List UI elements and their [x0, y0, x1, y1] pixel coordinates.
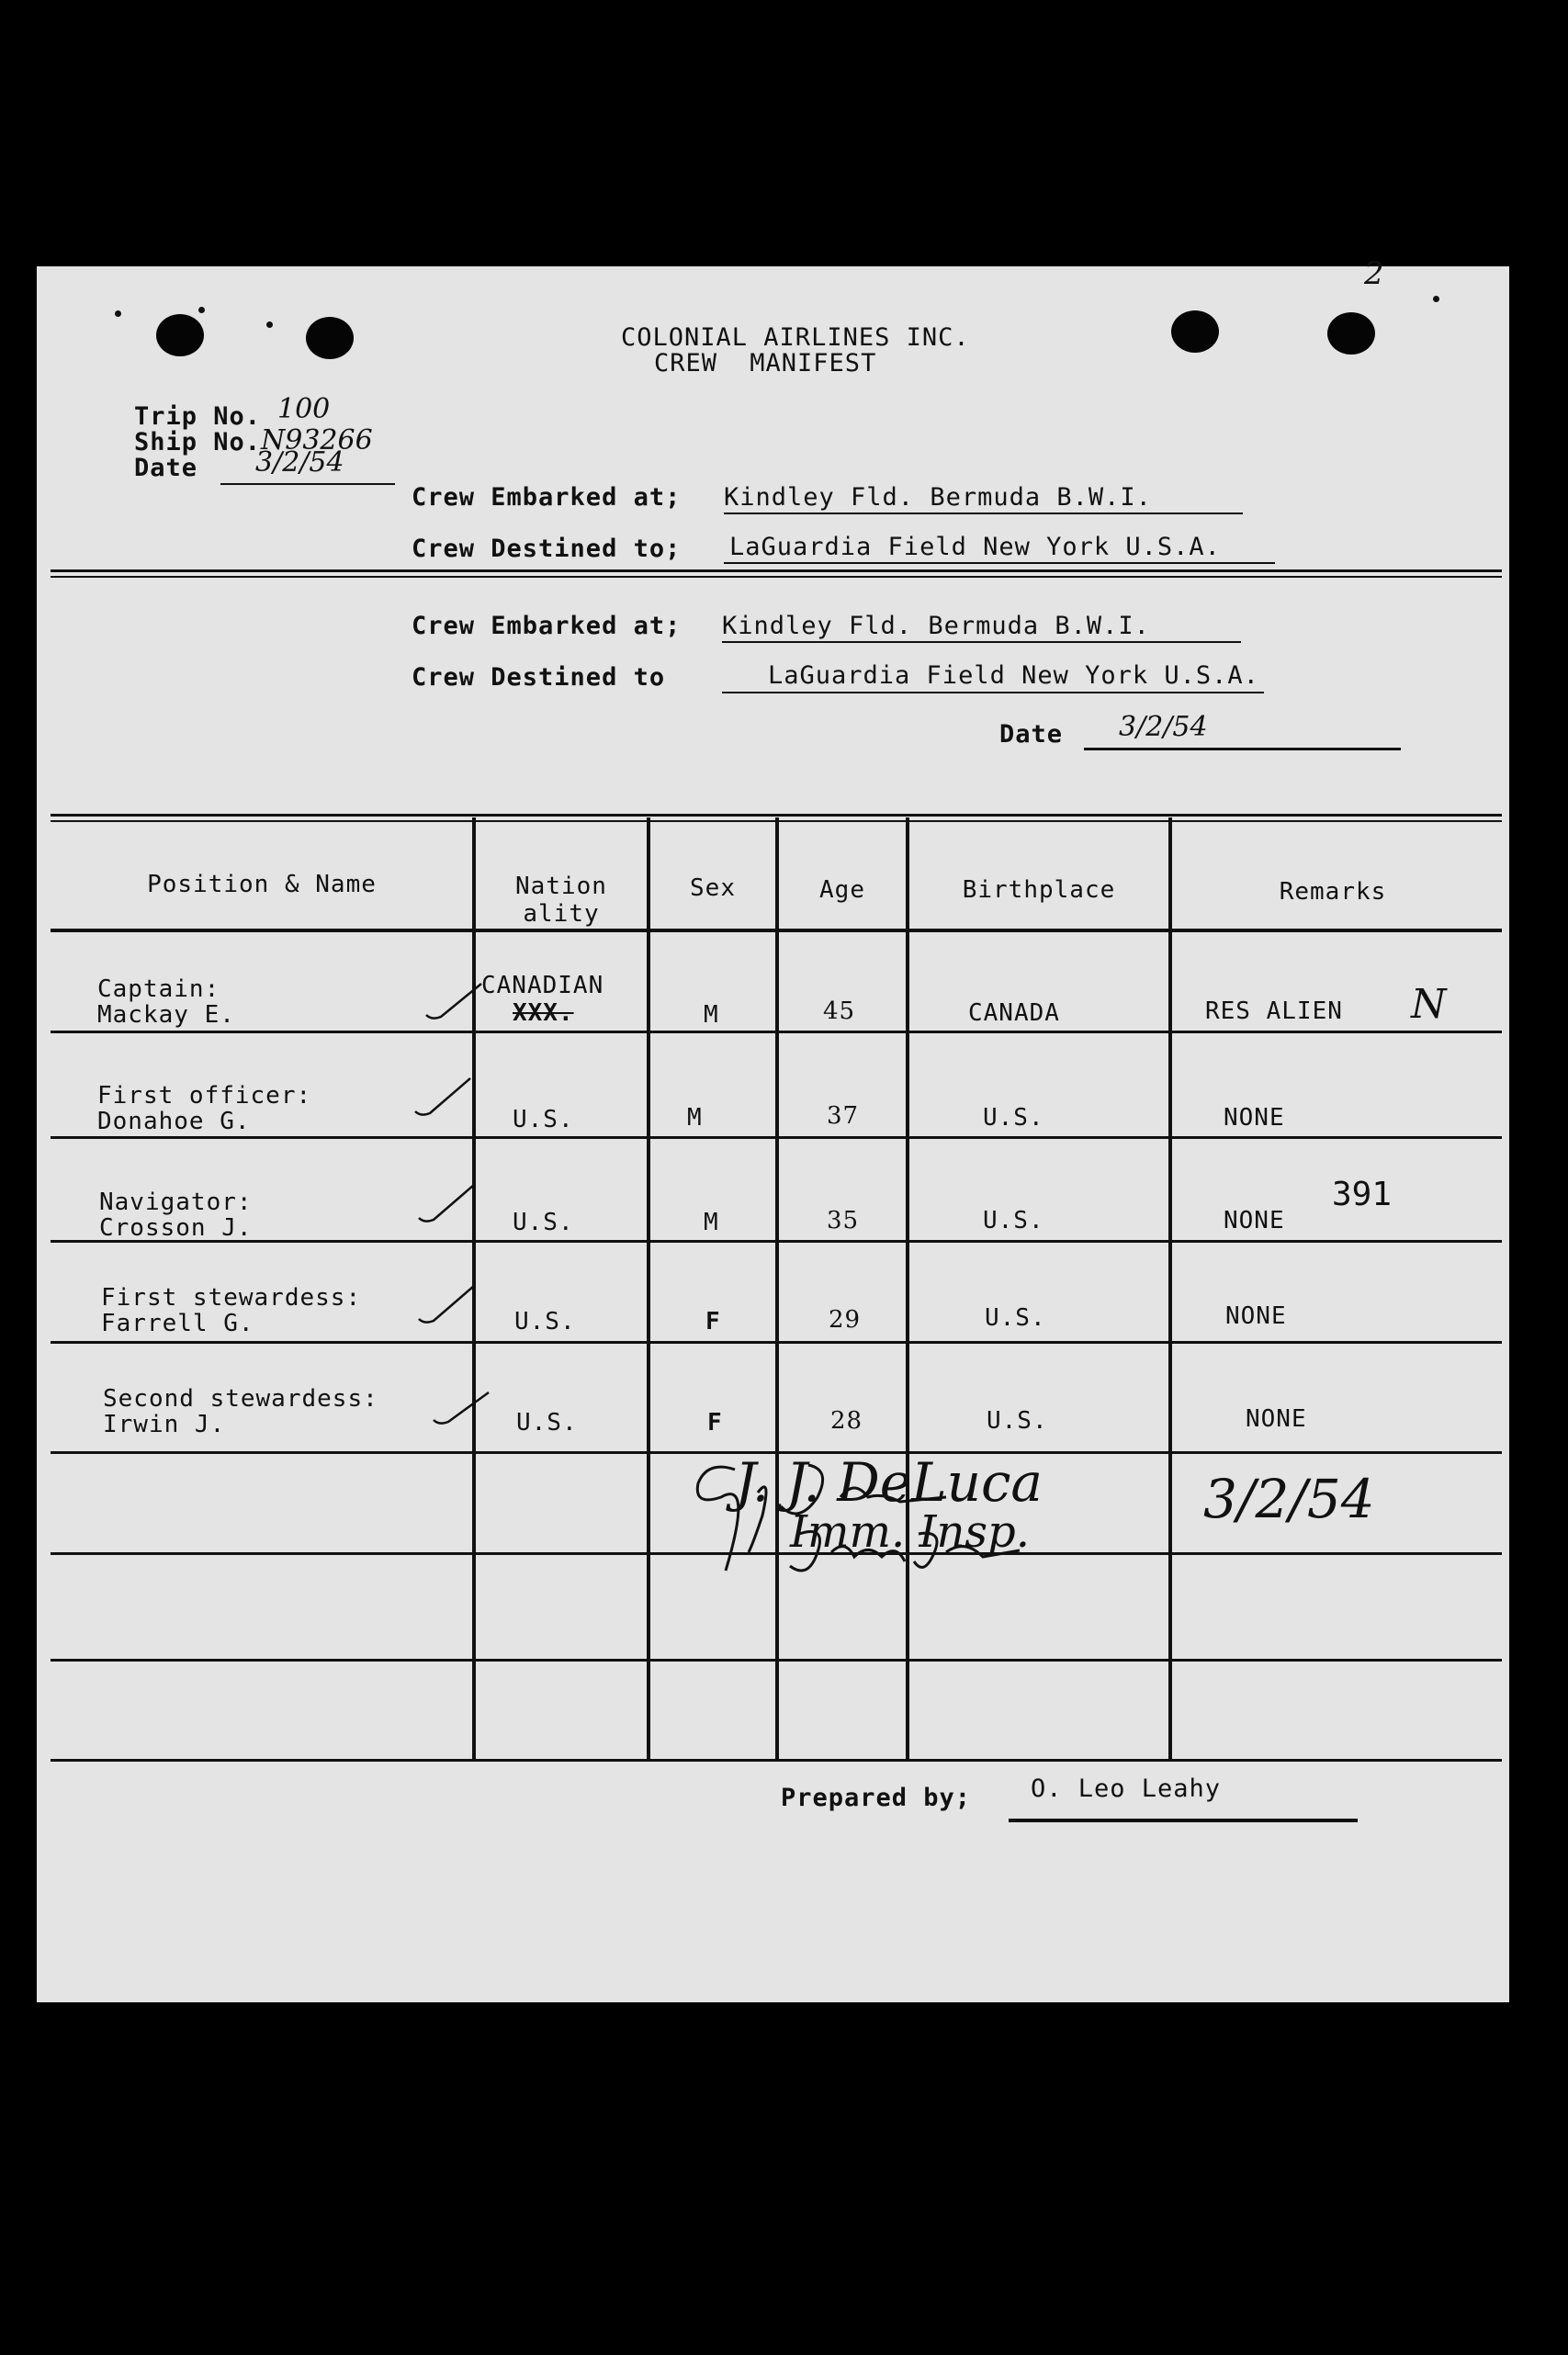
trip-date-label: Date	[134, 454, 198, 482]
row-4-sex: F	[705, 1308, 721, 1335]
table-top-rule	[51, 814, 1502, 817]
header-nationality	[476, 873, 647, 928]
embarked-underline-2	[722, 641, 1241, 643]
embarked-value-1: Kindley Fld. Bermuda B.W.I.	[724, 483, 1152, 512]
section-divider	[51, 569, 1502, 572]
row-4-name: Farrell G.	[101, 1310, 254, 1337]
ship-number: N93266	[261, 424, 373, 456]
row-separator	[51, 1659, 1502, 1662]
row-5-sex: F	[707, 1409, 723, 1437]
row-1-sex: M	[704, 1001, 719, 1029]
punch-hole	[306, 317, 354, 359]
section-divider	[51, 576, 1502, 578]
row-1-nationality-struck: XXX.	[513, 999, 574, 1027]
row-1-name: Mackay E.	[97, 1001, 235, 1029]
signature-line2: Imm. Insp.	[790, 1506, 1030, 1558]
check-mark-icon	[423, 978, 487, 1024]
row-2-name: Donahoe G.	[97, 1108, 251, 1135]
row-5-age: 28	[830, 1407, 863, 1435]
row-2-position: First officer:	[97, 1082, 312, 1110]
row-3-name: Crosson J.	[99, 1214, 253, 1242]
row-5-birthplace: U.S.	[987, 1407, 1048, 1435]
row-2-birthplace: U.S.	[983, 1104, 1044, 1132]
row-4-nationality: U.S.	[514, 1308, 576, 1335]
column-divider	[775, 817, 779, 1760]
date-underline-2	[1084, 748, 1401, 750]
trip-date-underline	[220, 483, 395, 485]
row-3-position: Navigator:	[99, 1189, 253, 1216]
prepared-underline	[1009, 1819, 1358, 1822]
embarked-label-1: Crew Embarked at;	[412, 483, 682, 512]
check-mark-icon	[415, 1282, 479, 1328]
company-name: COLONIAL AIRLINES INC.	[621, 323, 970, 352]
prepared-label: Prepared by;	[781, 1784, 972, 1812]
row-2-nationality: U.S.	[513, 1106, 574, 1133]
embarked-value-2: Kindley Fld. Bermuda B.W.I.	[722, 612, 1150, 640]
row-2-remarks: NONE	[1224, 1104, 1285, 1132]
row-1-position: Captain:	[97, 975, 220, 1003]
check-mark-icon	[430, 1383, 494, 1429]
row-separator	[51, 929, 1502, 932]
ship-label: Ship No.	[134, 428, 262, 456]
row-1-birthplace: CANADA	[968, 999, 1060, 1027]
destined-underline-1	[724, 562, 1275, 564]
header-nationality-line2: ality	[523, 900, 600, 928]
punch-hole	[156, 314, 204, 356]
destined-label-2: Crew Destined to	[412, 663, 666, 692]
date-value-2: 3/2/54	[1119, 711, 1208, 743]
row-3-mark: 391	[1332, 1176, 1393, 1213]
row-5-name: Irwin J.	[103, 1411, 226, 1438]
check-mark-icon	[412, 1075, 476, 1121]
check-mark-icon	[415, 1181, 479, 1227]
corner-mark: 2	[1364, 255, 1384, 292]
row-5-remarks: NONE	[1246, 1405, 1307, 1433]
manifest-sheet	[37, 255, 1509, 2002]
row-3-remarks: NONE	[1224, 1207, 1285, 1234]
row-1-mark: N	[1411, 981, 1447, 1028]
row-2-age: 37	[827, 1102, 860, 1130]
row-separator	[51, 1136, 1502, 1139]
date-label-2: Date	[999, 720, 1064, 749]
manifest-title: CREW MANIFEST	[654, 349, 877, 377]
destined-label-1: Crew Destined to;	[412, 535, 682, 563]
row-1-remarks: RES ALIEN	[1205, 997, 1343, 1025]
destined-value-2: LaGuardia Field New York U.S.A.	[768, 661, 1259, 690]
column-divider	[647, 817, 650, 1760]
header-remarks: Remarks	[1279, 878, 1387, 906]
header-birthplace: Birthplace	[962, 876, 1116, 904]
header-sex: Sex	[690, 874, 736, 902]
ink-dot	[1433, 296, 1439, 302]
header-position: Position & Name	[147, 871, 377, 898]
row-4-remarks: NONE	[1225, 1302, 1287, 1330]
row-3-birthplace: U.S.	[983, 1207, 1044, 1234]
column-divider	[906, 817, 909, 1760]
header-age: Age	[819, 876, 865, 904]
prepared-value: O. Leo Leahy	[1031, 1775, 1222, 1803]
row-1-age: 45	[823, 997, 856, 1025]
trip-date: 3/2/54	[255, 446, 344, 479]
punch-hole	[1171, 310, 1219, 353]
trip-label: Trip No.	[134, 402, 262, 431]
ink-dot	[198, 307, 205, 313]
row-1-nationality: CANADIAN	[481, 972, 604, 999]
row-3-nationality: U.S.	[513, 1209, 574, 1236]
destined-underline-2	[722, 692, 1264, 693]
row-3-age: 35	[827, 1207, 860, 1234]
row-separator	[51, 1759, 1502, 1762]
punch-hole	[1327, 312, 1375, 355]
row-5-nationality: U.S.	[516, 1409, 578, 1437]
row-4-position: First stewardess:	[101, 1284, 362, 1312]
row-separator	[51, 1341, 1502, 1344]
row-4-birthplace: U.S.	[985, 1304, 1046, 1332]
row-separator	[51, 1240, 1502, 1243]
signature-date: 3/2/54	[1203, 1468, 1375, 1530]
ink-dot	[115, 310, 121, 317]
embarked-label-2: Crew Embarked at;	[412, 612, 682, 640]
row-separator	[51, 1031, 1502, 1033]
destined-value-1: LaGuardia Field New York U.S.A.	[729, 533, 1221, 561]
trip-number: 100	[277, 393, 331, 425]
header-nationality-line1: Nation	[515, 873, 607, 900]
ink-dot	[266, 321, 273, 328]
row-3-sex: M	[704, 1209, 719, 1236]
row-5-position: Second stewardess:	[103, 1385, 378, 1413]
column-divider	[1168, 817, 1172, 1760]
signature-line1: J. J. DeLuca	[735, 1451, 1043, 1514]
row-4-age: 29	[829, 1306, 862, 1334]
embarked-underline-1	[724, 513, 1243, 514]
row-2-sex: M	[687, 1104, 703, 1132]
